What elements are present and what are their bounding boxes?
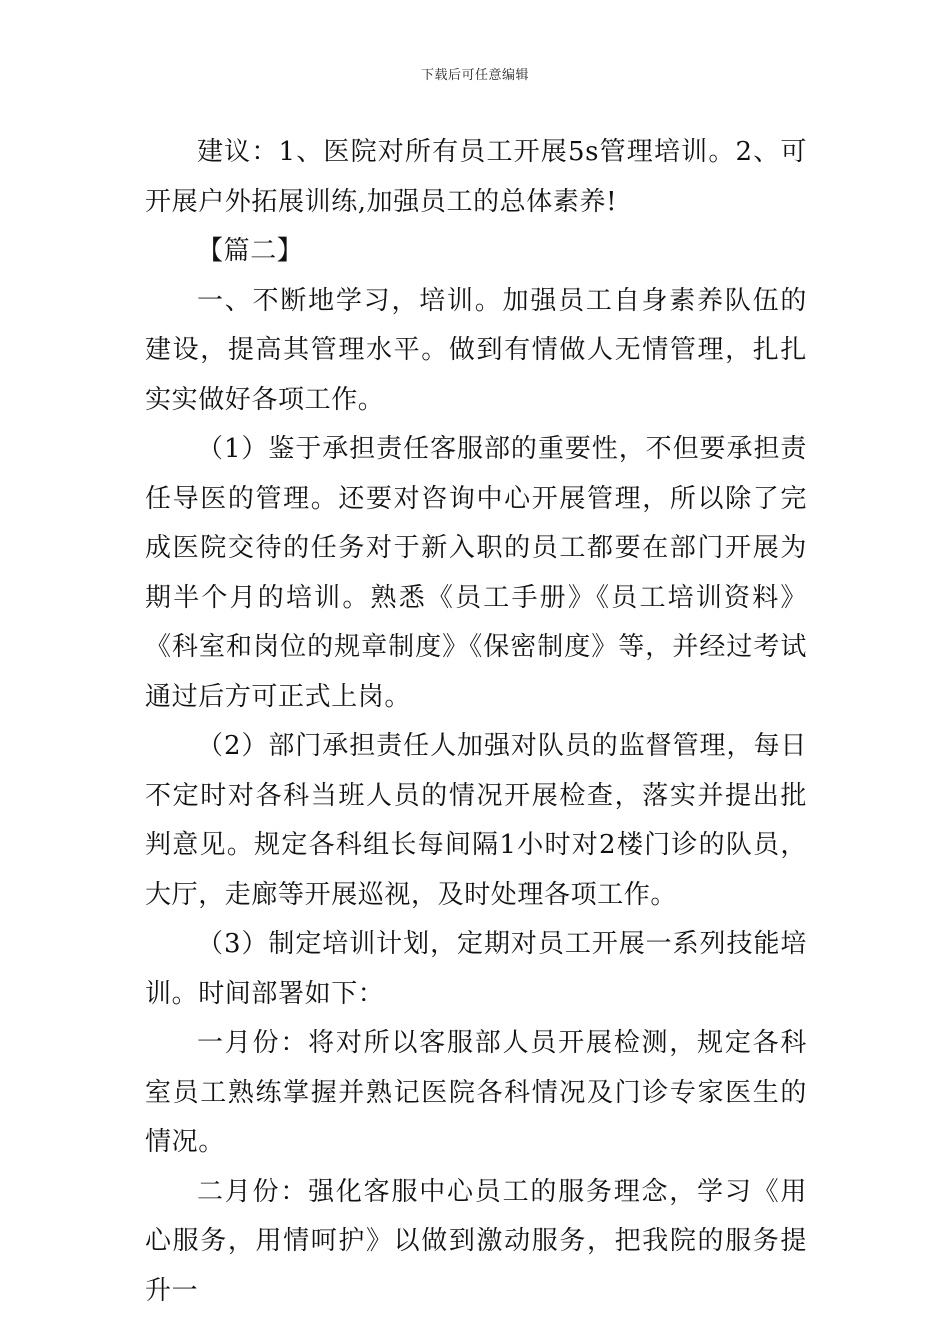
paragraph-learning: 一、不断地学习，培训。加强员工自身素养队伍的建设，提高其管理水平。做到有情做人无情管理，扎扎实实做好各项工作。 (145, 285, 807, 415)
section-heading: 【篇二】 (197, 236, 304, 266)
paragraph-item-3: （3）制定培训计划，定期对员工开展一系列技能培训。时间部署如下： (145, 929, 807, 1009)
paragraph-february: 二月份：强化客服中心员工的服务理念，学习《用心服务，用情呵护》以做到激动服务，把我院的服务提升一 (145, 1176, 807, 1306)
document-body (145, 128, 807, 1316)
paragraph-item-1: （1）鉴于承担责任客服部的重要性，不但要承担责任导医的管理。还要对咨询中心开展管理，所以除了完成医院交待的任务对于新入职的员工都要在部门开展为期半个月的培训。熟悉《员工手册》《员工培训资料》《科室和岗位的规章制度》《保密制度》等，并经过考试通过后方可正式上岗。 (145, 434, 807, 712)
paragraph-january: 一月份：将对所以客服部人员开展检测，规定各科室员工熟练掌握并熟记医院各科情况及门诊专家医生的情况。 (145, 1028, 807, 1157)
page-header: 下载后可任意编辑 (420, 68, 529, 83)
paragraph-suggestion: 建议：1、医院对所有员工开展5s管理培训。2、可开展户外拓展训练,加强员工的总体素养! (145, 137, 807, 217)
paragraph-item-2: （2）部门承担责任人加强对队员的监督管理，每日不定时对各科当班人员的情况开展检查，落实并提出批判意见。规定各科组长每间隔1小时对2楼门诊的队员，大厅，走廊等开展巡视，及时处理各项工作。 (145, 731, 807, 910)
